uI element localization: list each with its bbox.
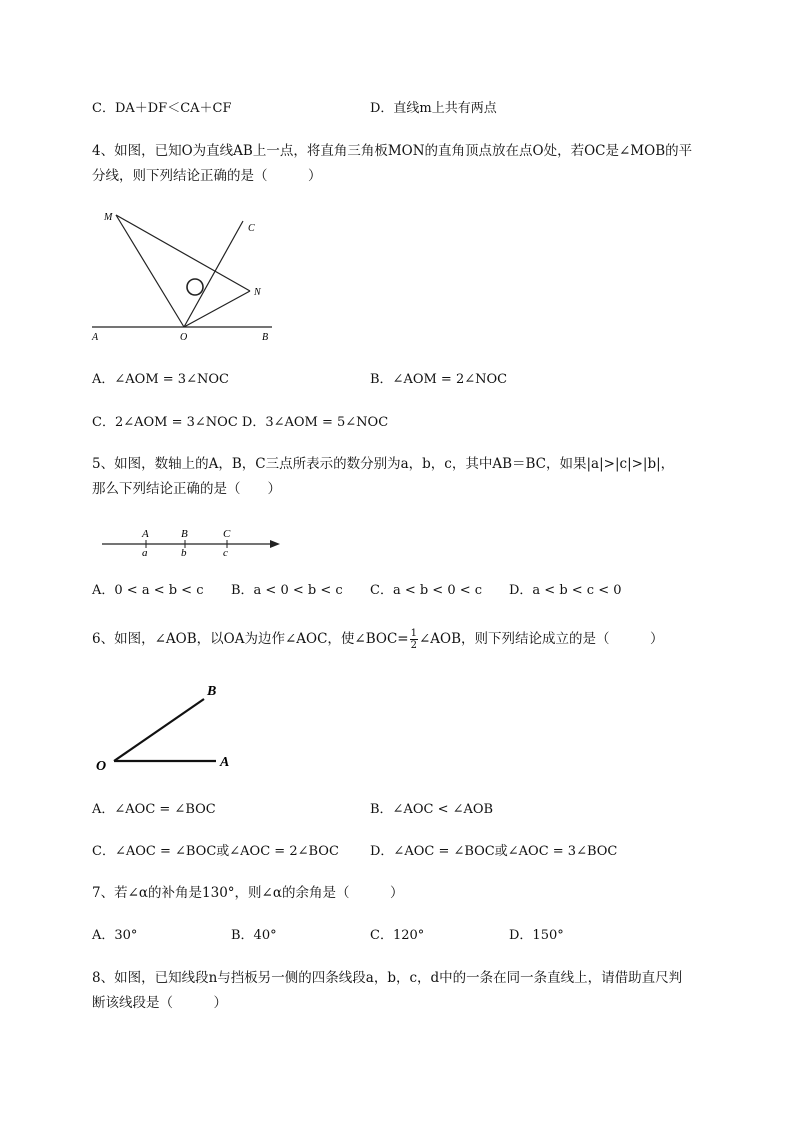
q3-option-d: D．直线m上共有两点	[370, 101, 497, 116]
q4-triangle-hole	[187, 279, 203, 295]
q5-number-line	[98, 522, 288, 562]
q6-option-d: D．∠AOC = ∠BOC或∠AOC = 3∠BOC	[370, 844, 618, 859]
q4-label-a: A	[92, 332, 99, 343]
q5-option-d: D．a < b < c < 0	[509, 583, 622, 598]
q7-option-d: D．150°	[509, 928, 564, 943]
q4-diagram	[88, 205, 288, 345]
q6-label-b: B	[207, 684, 217, 699]
q5-label-B: B	[181, 528, 188, 540]
q6-label-o: O	[96, 759, 107, 774]
q5-option-b: B．a < 0 < b < c	[231, 583, 343, 598]
q5-label-b: b	[181, 547, 187, 559]
q6-option-a: A．∠AOC = ∠BOC	[92, 802, 216, 817]
q6-diagram	[92, 678, 242, 778]
q6-stem-prefix: 6、如图，∠AOB，以OA为边作∠AOC，使∠BOC=	[92, 631, 409, 647]
q4-segment-om	[116, 215, 184, 327]
q4-label-m: M	[104, 212, 113, 223]
q4-label-c: C	[248, 223, 255, 234]
q4-segment-mn	[116, 215, 250, 291]
q6-option-b: B．∠AOC < ∠AOB	[370, 802, 494, 817]
q6-option-c: C．∠AOC = ∠BOC或∠AOC = 2∠BOC	[92, 844, 339, 859]
q6-fraction	[410, 628, 418, 651]
q4-option-cd: C．2∠AOM = 3∠NOC D．3∠AOM = 5∠NOC	[92, 415, 389, 430]
q6-label-a: A	[220, 755, 230, 770]
q7-option-a: A．30°	[92, 928, 138, 943]
q4-label-o: O	[180, 332, 188, 343]
q5-option-c: C．a < b < 0 < c	[370, 583, 483, 598]
q3-option-c: C．DA＋DF＜CA＋CF	[92, 101, 232, 116]
q5-label-c: c	[223, 547, 228, 559]
q7-stem: 7、若∠α的补角是130°，则∠α的余角是（ ）	[92, 885, 404, 901]
q4-label-b: B	[262, 332, 269, 343]
q6-stem-suffix: ∠AOB，则下列结论成立的是（ ）	[418, 631, 664, 647]
q7-option-b: B．40°	[231, 928, 277, 943]
q4-option-a: A．∠AOM = 3∠NOC	[92, 372, 229, 387]
q5-stem-line1: 5、如图，数轴上的A，B，C三点所表示的数分别为a，b，c，其中AB＝BC，如果|a|>|c|>|b|，	[92, 456, 675, 472]
q6-frac-numerator: 1	[410, 628, 417, 639]
q4-label-n: N	[254, 287, 261, 298]
q5-option-a: A．0 < a < b < c	[92, 583, 204, 598]
q5-label-C: C	[223, 528, 231, 540]
q5-arrowhead	[270, 540, 280, 548]
q8-stem-line1: 8、如图，已知线段n与挡板另一侧的四条线段a，b，c，d中的一条在同一条直线上，请借助直尺判	[92, 970, 683, 986]
q5-stem-line2: 那么下列结论正确的是（ ）	[92, 481, 281, 497]
q4-option-b: B．∠AOM = 2∠NOC	[370, 372, 508, 387]
q6-frac-denominator: 2	[410, 640, 417, 651]
q5-label-A: A	[142, 528, 149, 540]
q8-stem-line2: 断该线段是（ ）	[92, 995, 227, 1011]
q4-stem-line1: 4、如图，已知O为直线AB上一点，将直角三角板MON的直角顶点放在点O处，若OC是∠MOB的平	[92, 143, 693, 159]
q4-stem-line2: 分线，则下列结论正确的是（ ）	[92, 168, 322, 184]
q6-stem	[92, 628, 664, 651]
q7-option-c: C．120°	[370, 928, 425, 943]
q6-ray-ob	[114, 699, 204, 761]
q5-label-a: a	[142, 547, 148, 559]
